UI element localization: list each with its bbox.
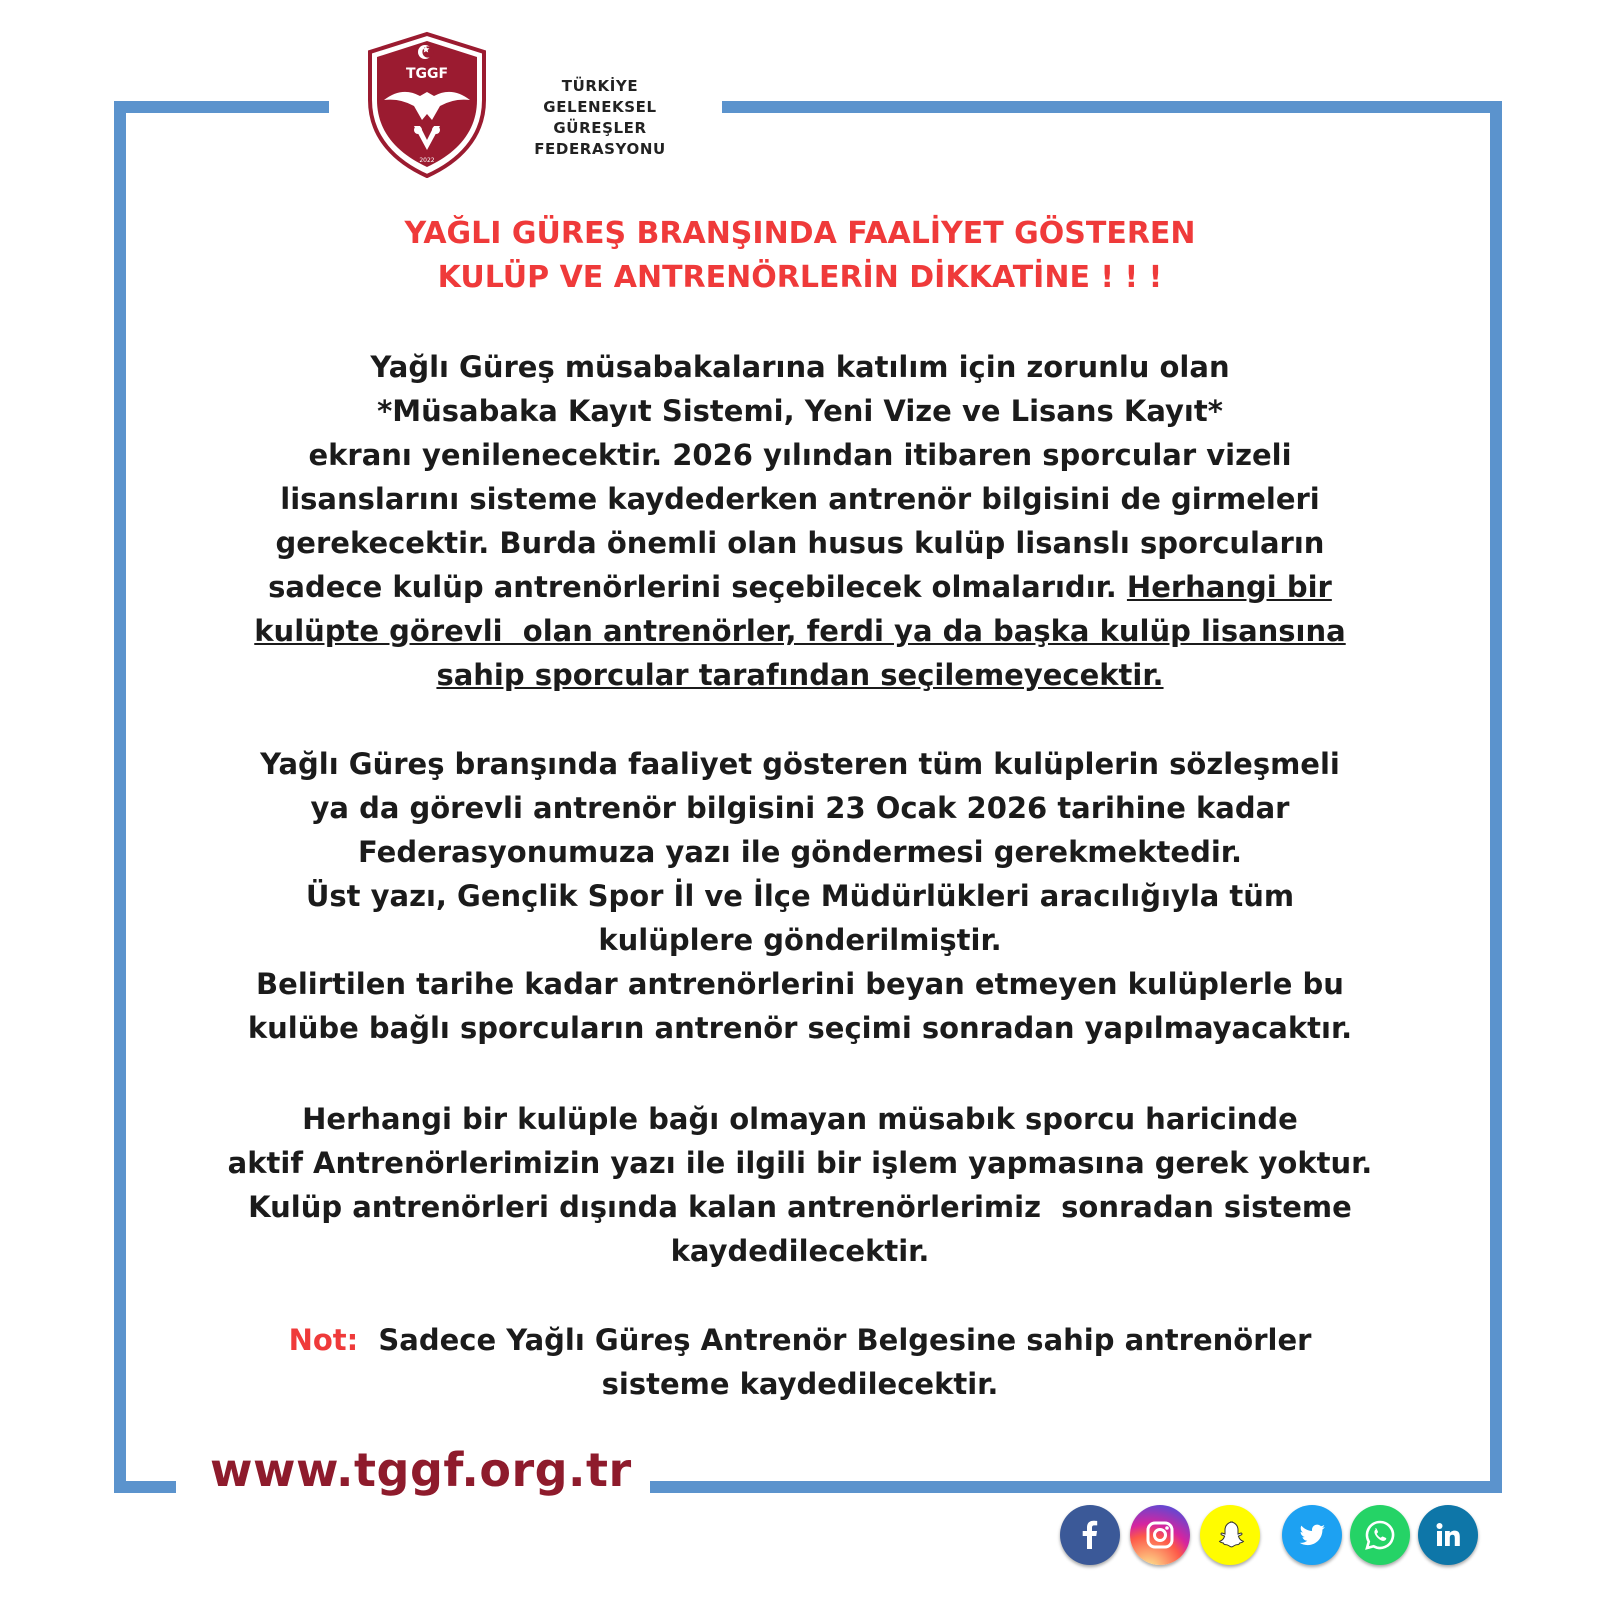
paragraph-line: Kulüp antrenörleri dışında kalan antrenörlerimiz sonradan sisteme — [248, 1190, 1352, 1224]
paragraph-line: Yağlı Güreş müsabakalarına katılım için zorunlu olan — [370, 350, 1230, 384]
frame-bottom-right — [650, 1481, 1502, 1493]
headline-line-2: KULÜP VE ANTRENÖRLERİN DİKKATİNE ! ! ! — [437, 260, 1163, 295]
announcement-headline — [160, 212, 1440, 300]
paragraph-line: Belirtilen tarihe kadar antrenörlerini beyan etmeyen kulüplerle bu — [256, 967, 1344, 1001]
note-line — [160, 1318, 1440, 1362]
paragraph-line: aktif Antrenörlerimizin yazı ile ilgili bir işlem yapmasına gerek yoktur. — [227, 1146, 1373, 1180]
org-name-line: TÜRKİYE — [561, 77, 639, 95]
frame-top-left — [114, 101, 329, 113]
paragraph-line: *Müsabaka Kayıt Sistemi, Yeni Vize ve Lisans Kayıt* — [377, 394, 1223, 428]
social-icons — [1060, 1505, 1490, 1569]
paragraph-line: kaydedilecektir. — [670, 1234, 930, 1268]
frame-top-right — [722, 101, 1502, 113]
logo-acronym: TGGF — [405, 66, 449, 82]
instagram-icon[interactable] — [1130, 1505, 1190, 1565]
org-name-line: GELENEKSEL GÜREŞLER — [543, 98, 657, 137]
paragraph-line: ya da görevli antrenör bilgisini 23 Ocak 2026 tarihine kadar — [310, 791, 1290, 825]
paragraph-line: lisanslarını sisteme kaydederken antrenör bilgisini de girmeleri — [280, 482, 1320, 516]
paragraph-line: kulüplere gönderilmiştir. — [598, 923, 1002, 957]
paragraph-text: sadece kulüp antrenörlerini seçebilecek olmalarıdır. — [268, 570, 1127, 604]
paragraph-line: gerekecektir. Burda önemli olan husus kulüp lisanslı sporcuların — [275, 526, 1325, 560]
note-paragraph — [160, 1318, 1440, 1406]
website-link[interactable]: www.tggf.org.tr — [210, 1443, 632, 1497]
whatsapp-icon[interactable] — [1350, 1505, 1410, 1565]
paragraph-line: ekranı yenilenecektir. 2026 yılından itibaren sporcular vizeli — [308, 438, 1292, 472]
paragraph-line: Yağlı Güreş branşında faaliyet gösteren tüm kulüplerin sözleşmeli — [260, 747, 1340, 781]
headline-line-1: YAĞLI GÜREŞ BRANŞINDA FAALİYET GÖSTEREN — [404, 216, 1196, 251]
frame-bottom-left — [114, 1481, 176, 1493]
paragraph-3 — [160, 1097, 1440, 1273]
twitter-icon[interactable] — [1282, 1505, 1342, 1565]
underlined-line: sahip sporcular tarafından seçilemeyecektir. — [436, 658, 1164, 692]
paragraph-line: kulübe bağlı sporcuların antrenör seçimi sonradan yapılmayacaktır. — [247, 1011, 1353, 1045]
paragraph-line: Federasyonumuza yazı ile göndermesi gerekmektedir. — [358, 835, 1242, 869]
paragraph-line: Üst yazı, Gençlik Spor İl ve İlçe Müdürlükleri aracılığıyla tüm — [305, 879, 1295, 913]
underlined-line: kulüpte görevli olan antrenörler, ferdi ya da başka kulüp lisansına — [254, 614, 1346, 648]
facebook-icon[interactable] — [1060, 1505, 1120, 1565]
org-name-line: FEDERASYONU — [534, 140, 666, 158]
linkedin-icon[interactable] — [1418, 1505, 1478, 1565]
logo-year: 2022 — [419, 157, 435, 164]
note-line: sisteme kaydedilecektir. — [601, 1367, 999, 1401]
frame-left — [114, 101, 126, 1493]
paragraph-line: Herhangi bir kulüple bağı olmayan müsabık sporcu haricinde — [302, 1102, 1298, 1136]
underlined-text: Herhangi bir — [1126, 570, 1332, 604]
frame-right — [1490, 101, 1502, 1493]
organization-name — [500, 76, 700, 160]
note-text: Sadece Yağlı Güreş Antrenör Belgesine sahip antrenörler — [358, 1323, 1312, 1357]
snapchat-icon[interactable] — [1200, 1505, 1260, 1565]
paragraph-2 — [160, 742, 1440, 1050]
note-label: Not: — [288, 1323, 359, 1357]
tggf-logo — [362, 30, 492, 178]
paragraph-line — [160, 565, 1440, 609]
paragraph-1 — [160, 345, 1440, 697]
